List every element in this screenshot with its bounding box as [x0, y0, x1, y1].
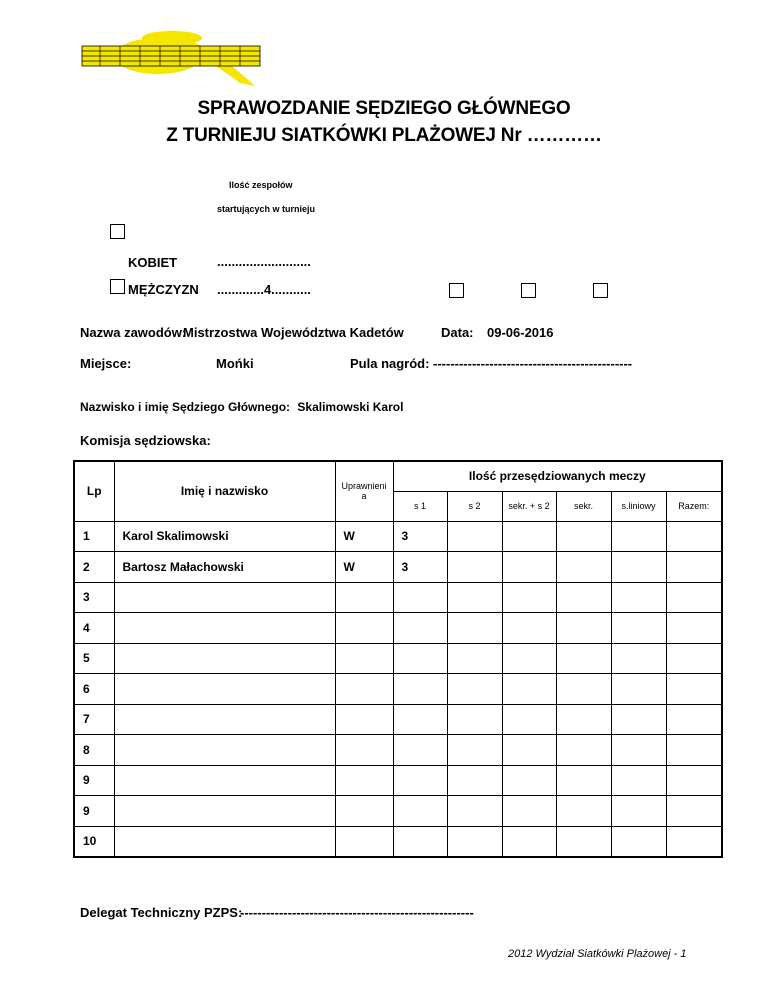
row-empty-cell [502, 826, 556, 857]
row-empty-cell [447, 582, 502, 613]
row-empty-cell [611, 582, 666, 613]
event-place-value: Mońki [216, 356, 254, 371]
row-empty-cell [502, 735, 556, 766]
teams-count-label-line1: Ilość zespołów [229, 180, 293, 190]
row-lp: 6 [74, 674, 114, 705]
row-s1: 3 [393, 552, 447, 583]
row-name [114, 704, 335, 735]
row-empty-cell [611, 735, 666, 766]
row-empty-cell [611, 643, 666, 674]
row-empty-cell [556, 704, 611, 735]
row-empty-cell [666, 521, 722, 552]
men-count-field: .............4........... [217, 282, 311, 297]
table-row [74, 704, 722, 735]
checkbox-extra-2[interactable] [521, 283, 536, 298]
row-empty-cell [447, 765, 502, 796]
row-empty-cell [611, 674, 666, 705]
row-empty-cell [666, 674, 722, 705]
row-rights [335, 796, 393, 827]
women-count-field: .......................... [217, 254, 311, 269]
checkbox-extra-3[interactable] [593, 283, 608, 298]
row-lp: 7 [74, 704, 114, 735]
row-lp: 1 [74, 521, 114, 552]
row-empty-cell [666, 826, 722, 857]
col-header-sub: sekr. + s 2 [502, 491, 556, 521]
row-empty-cell [447, 552, 502, 583]
chief-referee-label: Nazwisko i imię Sędziego Głównego: [80, 400, 291, 414]
row-lp: 10 [74, 826, 114, 857]
row-empty-cell [502, 552, 556, 583]
pzps-logo-icon [80, 28, 270, 88]
row-empty-cell [447, 613, 502, 644]
row-empty-cell [556, 643, 611, 674]
row-name [114, 674, 335, 705]
row-empty-cell [502, 796, 556, 827]
col-header-rights: Uprawnieni a [335, 461, 393, 521]
page-title-line1: SPRAWOZDANIE SĘDZIEGO GŁÓWNEGO [197, 98, 571, 119]
row-lp: 3 [74, 582, 114, 613]
row-empty-cell [666, 704, 722, 735]
table-row [74, 735, 722, 766]
row-empty-cell [666, 643, 722, 674]
row-rights [335, 582, 393, 613]
event-name-value: Mistrzostwa Województwa Kadetów [183, 325, 404, 340]
row-empty-cell [611, 796, 666, 827]
row-empty-cell [502, 582, 556, 613]
page-footer: 2012 Wydział Siatkówki Plażowej - 1 [508, 948, 687, 960]
event-date-label: Data: [441, 325, 474, 340]
row-empty-cell [666, 765, 722, 796]
row-lp: 4 [74, 613, 114, 644]
row-empty-cell [556, 735, 611, 766]
row-empty-cell [502, 643, 556, 674]
row-name [114, 613, 335, 644]
table-header-row [74, 461, 722, 491]
event-date-value: 09-06-2016 [487, 325, 554, 340]
row-s1 [393, 735, 447, 766]
row-lp: 8 [74, 735, 114, 766]
row-name: Karol Skalimowski [114, 521, 335, 552]
table-row [74, 796, 722, 827]
row-rights [335, 735, 393, 766]
row-empty-cell [556, 552, 611, 583]
row-lp: 5 [74, 643, 114, 674]
row-s1 [393, 674, 447, 705]
table-row [74, 582, 722, 613]
table-row [74, 765, 722, 796]
row-s1 [393, 643, 447, 674]
chief-referee-value: Skalimowski Karol [297, 400, 404, 414]
row-s1 [393, 765, 447, 796]
row-empty-cell [447, 674, 502, 705]
table-row [74, 826, 722, 857]
row-s1 [393, 582, 447, 613]
commission-label: Komisja sędziowska: [80, 433, 211, 448]
row-lp: 2 [74, 552, 114, 583]
row-empty-cell [502, 674, 556, 705]
checkbox-extra-1[interactable] [449, 283, 464, 298]
delegate-label: Delegat Techniczny PZPS: [80, 905, 243, 920]
row-empty-cell [556, 521, 611, 552]
row-name: Bartosz Małachowski [114, 552, 335, 583]
row-name [114, 643, 335, 674]
row-empty-cell [447, 704, 502, 735]
referee-table [73, 460, 723, 858]
table-row [74, 552, 722, 583]
row-rights: W [335, 521, 393, 552]
row-s1: 3 [393, 521, 447, 552]
row-name [114, 765, 335, 796]
prize-pool-value: ---------------------------------------------- [433, 356, 633, 371]
row-empty-cell [611, 521, 666, 552]
event-name-label: Nazwa zawodów: [80, 325, 187, 340]
col-header-group: Ilość przesędziowanych meczy [393, 461, 722, 491]
table-row [74, 613, 722, 644]
row-name [114, 735, 335, 766]
col-header-sub: s 2 [447, 491, 502, 521]
row-empty-cell [556, 796, 611, 827]
row-rights [335, 826, 393, 857]
row-empty-cell [611, 552, 666, 583]
chief-referee-line [80, 400, 403, 414]
row-empty-cell [502, 765, 556, 796]
row-empty-cell [611, 826, 666, 857]
checkbox-top[interactable] [110, 224, 125, 239]
col-header-name: Imię i nazwisko [114, 461, 335, 521]
prize-pool-label: Pula nagród: [350, 356, 430, 371]
row-empty-cell [666, 613, 722, 644]
row-empty-cell [556, 826, 611, 857]
table-row [74, 674, 722, 705]
women-label: KOBIET [128, 255, 178, 270]
row-lp: 9 [74, 765, 114, 796]
table-row [74, 521, 722, 552]
row-s1 [393, 613, 447, 644]
row-rights [335, 704, 393, 735]
row-empty-cell [447, 796, 502, 827]
row-empty-cell [556, 765, 611, 796]
row-rights: W [335, 552, 393, 583]
row-name [114, 826, 335, 857]
row-s1 [393, 826, 447, 857]
row-name [114, 582, 335, 613]
row-empty-cell [666, 582, 722, 613]
row-empty-cell [666, 552, 722, 583]
row-empty-cell [611, 765, 666, 796]
row-empty-cell [556, 582, 611, 613]
teams-count-label-line2: startujących w turnieju [217, 204, 316, 214]
row-rights [335, 674, 393, 705]
row-rights [335, 643, 393, 674]
row-rights [335, 613, 393, 644]
row-empty-cell [502, 613, 556, 644]
row-empty-cell [611, 704, 666, 735]
row-empty-cell [666, 735, 722, 766]
col-header-sub: s.liniowy [611, 491, 666, 521]
row-empty-cell [611, 613, 666, 644]
row-empty-cell [502, 704, 556, 735]
row-empty-cell [447, 521, 502, 552]
row-empty-cell [556, 613, 611, 644]
col-header-lp: Lp [74, 461, 114, 521]
row-empty-cell [666, 796, 722, 827]
row-rights [335, 765, 393, 796]
col-header-sub: s 1 [393, 491, 447, 521]
row-empty-cell [447, 826, 502, 857]
row-empty-cell [556, 674, 611, 705]
row-s1 [393, 796, 447, 827]
col-header-sub: sekr. [556, 491, 611, 521]
col-header-sub: Razem: [666, 491, 722, 521]
row-empty-cell [447, 735, 502, 766]
page-title-line2: Z TURNIEJU SIATKÓWKI PLAŻOWEJ Nr ………… [166, 125, 602, 146]
row-lp: 9 [74, 796, 114, 827]
row-s1 [393, 704, 447, 735]
men-label: MĘŻCZYZN [128, 282, 199, 297]
checkbox-men[interactable] [110, 279, 125, 294]
row-empty-cell [447, 643, 502, 674]
row-name [114, 796, 335, 827]
delegate-value: ------------------------------------------------------ [240, 905, 474, 920]
table-row [74, 643, 722, 674]
event-place-label: Miejsce: [80, 356, 132, 371]
row-empty-cell [502, 521, 556, 552]
